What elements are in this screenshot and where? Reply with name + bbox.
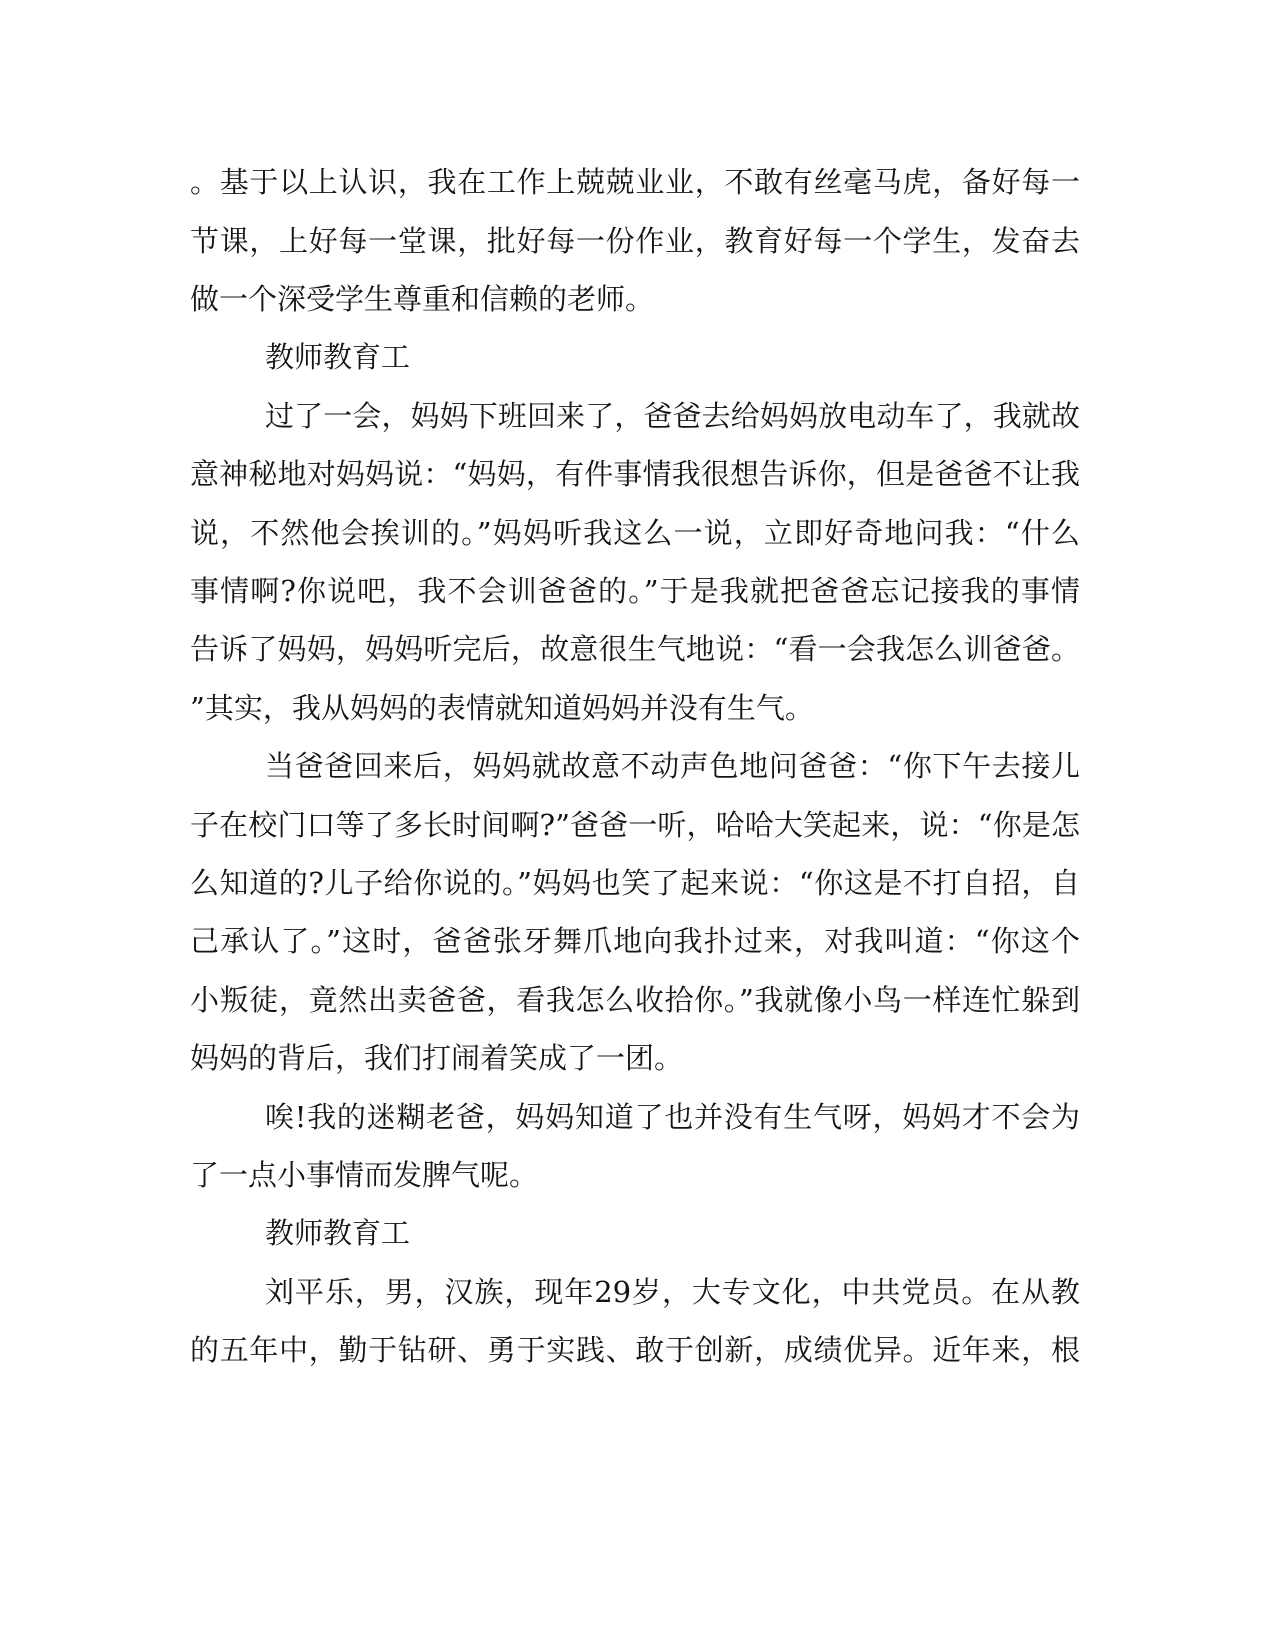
text-line: 做一个深受学生尊重和信赖的老师。 — [190, 282, 655, 316]
text-line: 当爸爸回来后，妈妈就故意不动声色地问爸爸：“你下午去接儿 — [265, 749, 1080, 783]
text-line: 节课，上好每一堂课，批好每一份作业，教育好每一个学生，发奋去 — [190, 224, 1080, 258]
text-line: 小叛徒，竟然出卖爸爸，看我怎么收拾你。”我就像小鸟一样连忙躲到 — [190, 983, 1080, 1017]
text-line: 么知道的?儿子给你说的。”妈妈也笑了起来说：“你这是不打自招，自 — [190, 866, 1080, 900]
text-line: 了一点小事情而发脾气呢。 — [190, 1158, 539, 1192]
text-line: 己承认了。”这时，爸爸张牙舞爪地向我扑过来，对我叫道：“你这个 — [190, 924, 1080, 958]
text-line: 说，不然他会挨训的。”妈妈听我这么一说，立即好奇地问我：“什么 — [190, 516, 1080, 550]
text-line: 。基于以上认识，我在工作上兢兢业业，不敢有丝毫马虎，备好每一 — [190, 165, 1080, 199]
text-line: ”其实，我从妈妈的表情就知道妈妈并没有生气。 — [190, 691, 814, 725]
text-line: 过了一会，妈妈下班回来了，爸爸去给妈妈放电动车了，我就故 — [265, 399, 1080, 433]
section-heading: 教师教育工 — [265, 340, 411, 374]
text-line: 告诉了妈妈，妈妈听完后，故意很生气地说：“看一会我怎么训爸爸。 — [190, 632, 1080, 666]
text-line: 妈妈的背后，我们打闹着笑成了一团。 — [190, 1041, 684, 1075]
text-line: 唉!我的迷糊老爸，妈妈知道了也并没有生气呀，妈妈才不会为 — [265, 1100, 1080, 1134]
text-line: 子在校门口等了多长时间啊?”爸爸一听，哈哈大笑起来，说：“你是怎 — [190, 808, 1080, 842]
text-line: 意神秘地对妈妈说：“妈妈，有件事情我很想告诉你，但是爸爸不让我 — [190, 457, 1080, 491]
text-line: 的五年中，勤于钻研、勇于实践、敢于创新，成绩优异。近年来，根 — [190, 1333, 1080, 1367]
text-line: 刘平乐，男，汉族，现年29岁，大专文化，中共党员。在从教 — [265, 1275, 1080, 1309]
text-line: 事情啊?你说吧，我不会训爸爸的。”于是我就把爸爸忘记接我的事情 — [190, 574, 1080, 608]
section-heading: 教师教育工 — [265, 1216, 411, 1250]
